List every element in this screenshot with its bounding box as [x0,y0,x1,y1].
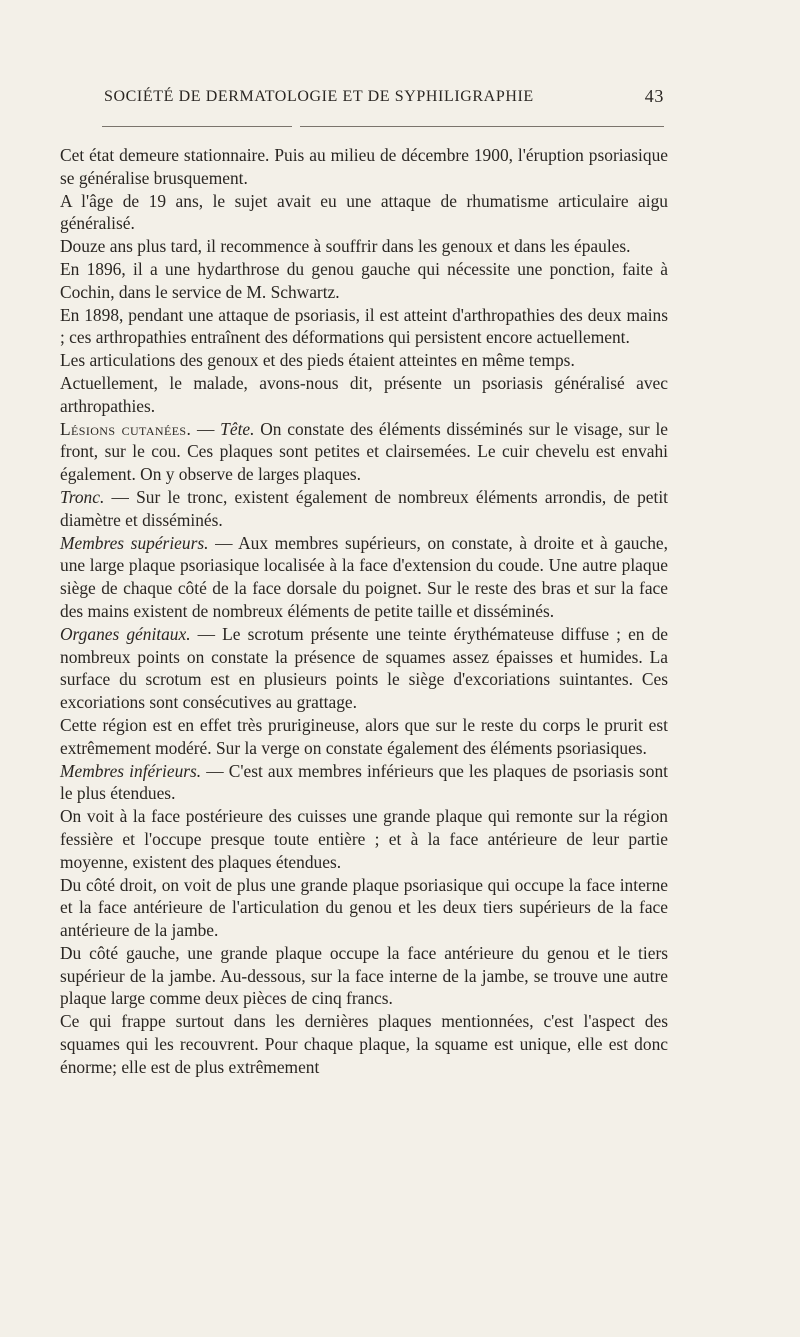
subsection-label: Tête. [220,418,255,439]
paragraph: Cette région est en effet très prurigineuse, alors que sur le reste du corps le prurit est extrêmement modéré. Sur la verge on constate également des éléments psoriasiques. [60,714,668,758]
running-title: SOCIÉTÉ DE DERMATOLOGIE ET DE SYPHILIGRAPHIE [104,88,534,105]
paragraph-membres-superieurs: Membres supérieurs. — Aux membres supérieurs, on constate, à droite et à gauche, une large plaque psoriasique localisée à la face d'extension du coude. Une autre plaque siège de chaque côté de la face dorsale du poignet. Sur le reste des bras et sur la face des mains existent de nombreux éléments de petite taille et disséminés. [60,532,668,621]
paragraph: On voit à la face postérieure des cuisses une grande plaque qui remonte sur la région fessière et l'occupe presque toute entière ; et à la face antérieure de leur partie moyenne, existent des plaques étendues. [60,806,668,872]
subsection-label: Membres supérieurs. [60,532,209,553]
subsection-label: Tronc. [60,486,105,507]
paragraph: Du côté gauche, une grande plaque occupe la face antérieure du genou et le tiers supérieur de la jambe. Au-dessous, sur la face interne de la jambe, se trouve une autre plaque large comme deux pièces de cinq francs. [60,942,668,1009]
subsection-label: Organes génitaux. [60,623,191,644]
paragraph: Douze ans plus tard, il recommence à souffrir dans les genoux et dans les épaules. [60,236,631,257]
body-text [60,144,668,1079]
paragraph: En 1898, pendant une attaque de psoriasis, il est atteint d'arthropathies des deux mains ; ces arthropathies entraînent des déformations qui persistent encore actuellement. [60,304,668,348]
paragraph: Ce qui frappe surtout dans les dernières plaques mentionnées, c'est l'aspect des squames qui les recouvrent. Pour chaque plaque, la squame est unique, elle est donc énorme; elle est de plus extrêmement [60,1011,668,1077]
paragraph-membres-inferieurs: Membres inférieurs. — C'est aux membres inférieurs que les plaques de psoriasis sont le plus étendues. [60,760,669,804]
paragraph: Actuellement, le malade, avons-nous dit, présente un psoriasis généralisé avec arthropathies. [60,372,668,416]
header-rule-right [300,126,664,127]
subsection-label: Membres inférieurs. [60,760,202,781]
paragraph-organes-genitaux: Organes génitaux. — Le scrotum présente une teinte érythémateuse diffuse ; en de nombreux points on constate la présence de squames assez épaisses et humides. La surface du scrotum est en plusieurs points le siège d'excoriations suintantes. Ces excoriations sont consécutives au grattage. [60,623,668,713]
paragraph: Du côté droit, on voit de plus une grande plaque psoriasique qui occupe la face interne et la face antérieure de l'articulation du genou et les deux tiers supérieurs de la face antérieure de la jambe. [60,874,668,941]
section-heading: Lésions cutanées. [60,418,192,439]
paragraph: Cet état demeure stationnaire. Puis au milieu de décembre 1900, l'éruption psoriasique se généralise brusquement. [60,145,668,188]
header-rule-left [102,126,292,127]
page-number: 43 [644,86,664,106]
paragraph: A l'âge de 19 ans, le sujet avait eu une attaque de rhumatisme articulaire aigu généralisé. [60,190,668,234]
paragraph-tronc: Tronc. — Sur le tronc, existent également de nombreux éléments arrondis, de petit diamètre et disséminés. [60,486,668,530]
paragraph: En 1896, il a une hydarthrose du genou gauche qui nécessite une ponction, faite à Cochin, dans le service de M. Schwartz. [60,258,668,302]
paragraph-lesions-cutanees: Lésions cutanées. — Tête. On constate des éléments disséminés sur le visage, sur le front, sur le cou. Ces plaques sont petites et clairsemées. Le cuir chevelu est envahi également. On y observe de larges plaques. [60,418,668,485]
paragraph: Les articulations des genoux et des pieds étaient atteintes en même temps. [60,350,575,371]
